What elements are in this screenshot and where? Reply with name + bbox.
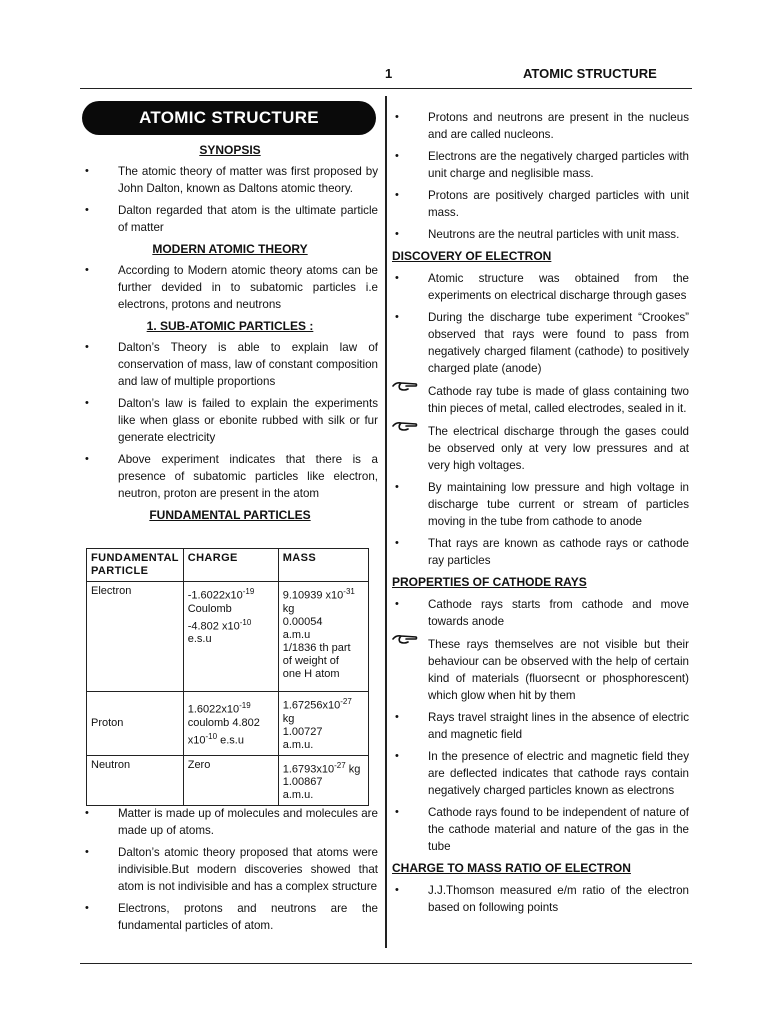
bullet-icon: •	[395, 537, 399, 549]
mass-cell	[278, 692, 368, 756]
bullet-icon: •	[395, 311, 399, 323]
bullet-icon: •	[395, 111, 399, 123]
table-cell-line: 1/1836 th part	[282, 641, 351, 654]
table-cell-line: $1.67256x10^{-27}$ kg	[282, 697, 352, 725]
running-head: ATOMIC STRUCTURE	[523, 66, 657, 81]
table-cell-line: Zero	[187, 758, 211, 771]
list-item: • That rays are known as cathode rays or cathode ray particles	[395, 537, 689, 567]
table-cell-line: one H atom	[282, 667, 340, 680]
bullet-icon: •	[395, 272, 399, 284]
column-header: CHARGE	[183, 549, 278, 582]
table-cell-line: a.m.u.	[282, 789, 314, 802]
list-item: • According to Modern atomic theory atoms can be further devided in to subatomic particles i.e electrons, protons and neutrons	[85, 264, 378, 311]
left-column	[82, 142, 378, 528]
fundamental-particles-heading: FUNDAMENTAL PARTICLES	[149, 508, 311, 522]
discovery-heading: DISCOVERY OF ELECTRON	[392, 249, 552, 263]
list-item: • Protons are positively charged particles with unit mass.	[395, 189, 689, 219]
table-cell-line: $1.6793x10^{-27}$ kg	[282, 760, 361, 776]
footer-rule	[80, 963, 692, 964]
list-item: • J.J.Thomson measured e/m ratio of the electron based on following points	[395, 884, 689, 914]
list-item: • During the discharge tube experiment “Crookes” observed that rays were found to pass from negatively charged filament (cathode) to positively charged plate (anode)	[395, 311, 689, 375]
synopsis-heading: SYNOPSIS	[199, 143, 261, 157]
bullet-icon: •	[395, 711, 399, 723]
table-row	[87, 582, 369, 692]
mass-cell	[278, 582, 368, 692]
list-item: • Protons and neutrons are present in the nucleus and are called nucleons.	[395, 111, 689, 141]
list-item: • Dalton’s law is failed to explain the experiments like when glass or ebonite rubbed with silk or fur generate electricity	[85, 397, 378, 444]
bullet-icon: •	[85, 846, 89, 858]
bullet-icon: •	[85, 453, 89, 465]
bullet-icon: •	[85, 341, 89, 353]
particle-cell: Neutron	[87, 755, 184, 806]
charge-cell	[183, 582, 278, 692]
table-row	[87, 692, 369, 756]
modern-theory-heading: MODERN ATOMIC THEORY	[152, 242, 308, 256]
bullet-icon: •	[395, 481, 399, 493]
bullet-icon: •	[395, 750, 399, 762]
properties-heading: PROPERTIES OF CATHODE RAYS	[392, 575, 587, 589]
pointing-hand-icon	[392, 633, 418, 647]
column-divider	[385, 96, 387, 948]
list-item: • Atomic structure was obtained from the experiments on electrical discharge through gases	[395, 272, 689, 302]
table-cell-line: a.m.u.	[282, 738, 314, 751]
charge-cell	[183, 692, 278, 756]
list-item: • Cathode rays found to be independent of nature of the cathode material and nature of the gas in the tube	[395, 806, 689, 853]
left-column-bottom	[82, 805, 378, 939]
list-item: • Electrons are the negatively charged particles with unit charge and neglisible mass.	[395, 150, 689, 180]
mass-cell	[278, 755, 368, 806]
bullet-icon: •	[395, 884, 399, 896]
list-item: • In the presence of electric and magnetic field they are deflected indicates that cathode rays contain negatively charged particles known as electrons	[395, 750, 689, 797]
table-cell-line: e.s.u	[187, 633, 212, 646]
bullet-icon: •	[395, 598, 399, 610]
table-cell-line: 9.10939 $x10^{-31}$ kg	[282, 587, 355, 615]
table-cell-line: Coulomb	[187, 602, 232, 615]
particles-table	[86, 548, 369, 806]
table-cell-line: $1.6022x10^{-19}$	[187, 701, 251, 716]
right-column	[392, 109, 689, 921]
list-item: • Cathode rays starts from cathode and move towards anode	[395, 598, 689, 628]
pointing-hand-icon	[392, 380, 418, 394]
pointing-hand-icon	[392, 420, 418, 434]
table-cell-line: -4.802 $x10^{-10}$	[187, 617, 252, 633]
note-item: These rays themselves are not visible but their behaviour can be observed with the help of certain kind of materials (fluorsecnt or phosphorescent) which glow when hit by them	[392, 636, 689, 704]
page-number: 1	[385, 66, 393, 81]
bullet-icon: •	[395, 150, 399, 162]
table-cell-line: $-1.6022x10^{-19}$	[187, 587, 255, 602]
bullet-icon: •	[85, 902, 89, 914]
table-header-row	[87, 549, 369, 582]
list-item: • The atomic theory of matter was first proposed by John Dalton, known as Daltons atomic theory.	[85, 165, 378, 195]
column-header: FUNDAMENTAL PARTICLE	[87, 549, 184, 582]
note-item: The electrical discharge through the gases could be observed only at very low pressures and at very high voltages.	[392, 423, 689, 474]
table-cell-line: $x10^{-10}$ e.s.u	[187, 731, 244, 747]
list-item: • Neutrons are the neutral particles with unit mass.	[395, 228, 680, 241]
bullet-icon: •	[85, 165, 89, 177]
table-cell-line: a.m.u	[282, 628, 311, 641]
particle-cell: Electron	[87, 582, 184, 692]
table-cell-line: 0.00054	[282, 615, 323, 628]
list-item: • Dalton’s atomic theory proposed that atoms were indivisible.But modern discoveries showed that atom is not indivisible and has a complex structure	[85, 846, 378, 893]
subatomic-heading: 1. SUB-ATOMIC PARTICLES :	[146, 319, 314, 333]
bullet-icon: •	[85, 397, 89, 409]
bullet-icon: •	[85, 264, 89, 276]
list-item: • Dalton’s Theory is able to explain law of conservation of mass, law of constant composition and law of multiple proportions	[85, 341, 378, 388]
list-item: • By maintaining low pressure and high voltage in discharge tube current or stream of particles moving in the tube from cathode to anode	[395, 481, 689, 528]
list-item: • Above experiment indicates that there is a presence of subatomic particles like electron, neutron, proton are present in the atom	[85, 453, 378, 500]
table-cell-line: of weight of	[282, 654, 339, 667]
table-row	[87, 755, 369, 806]
table-cell-line: 1.00867	[282, 776, 323, 789]
bullet-icon: •	[395, 189, 399, 201]
header-rule	[80, 88, 692, 89]
bullet-icon: •	[85, 807, 89, 819]
bullet-icon: •	[395, 228, 399, 240]
table-cell-line: 1.00727	[282, 725, 323, 738]
bullet-icon: •	[85, 204, 89, 216]
list-item: • Dalton regarded that atom is the ultimate particle of matter	[85, 204, 378, 234]
column-header: MASS	[278, 549, 368, 582]
list-item: • Rays travel straight lines in the absence of electric and magnetic field	[395, 711, 689, 741]
bullet-icon: •	[395, 806, 399, 818]
list-item: • Electrons, protons and neutrons are the fundamental particles of atom.	[85, 902, 378, 932]
list-item: • Matter is made up of molecules and molecules are made up of atoms.	[85, 807, 378, 837]
table-cell-line: coulomb 4.802	[187, 716, 260, 729]
charge-mass-heading: CHARGE TO MASS RATIO OF ELECTRON	[392, 861, 631, 875]
particle-cell: Proton	[87, 692, 184, 756]
chapter-title: ATOMIC STRUCTURE	[82, 101, 376, 135]
note-item: Cathode ray tube is made of glass containing two thin pieces of metal, called electrodes, sealed in it.	[392, 383, 689, 417]
charge-cell	[183, 755, 278, 806]
